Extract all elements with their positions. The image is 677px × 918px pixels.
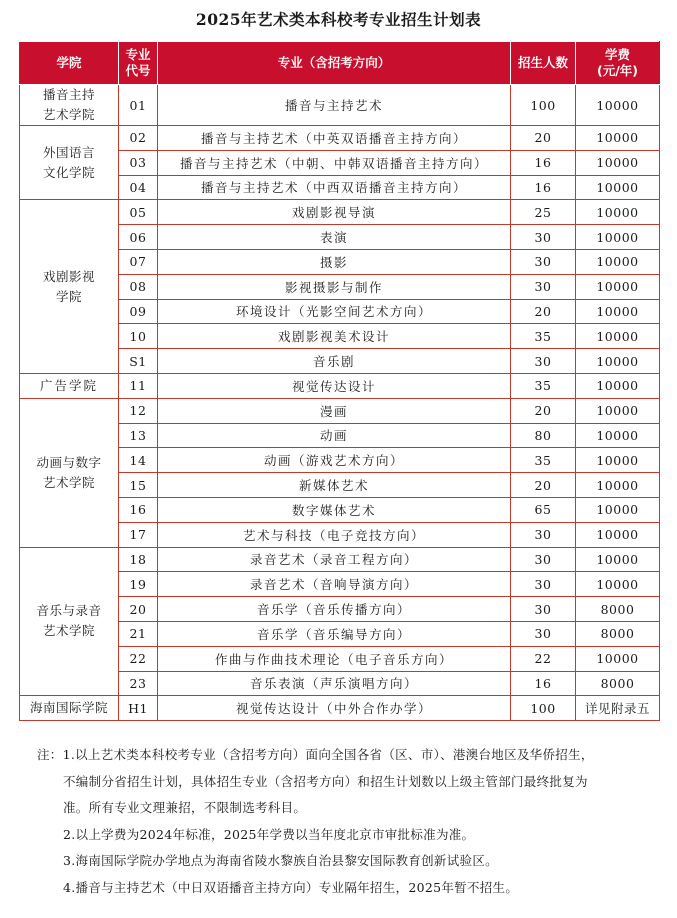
college-cell: [20, 547, 119, 696]
table-header-row: [20, 42, 660, 85]
major-name: 数字媒体艺术: [158, 497, 511, 522]
major-name: 视觉传达设计: [158, 373, 511, 398]
major-code: 10: [119, 324, 158, 349]
tuition-fee: 10000: [576, 373, 660, 398]
college-cell: [20, 85, 119, 126]
quota: 30: [511, 597, 576, 622]
major-code: 09: [119, 299, 158, 324]
tuition-fee: 10000: [576, 423, 660, 448]
major-name: 播音与主持艺术: [158, 85, 511, 126]
major-code: 16: [119, 497, 158, 522]
tuition-fee: 10000: [576, 225, 660, 250]
major-name: 音乐学（音乐编导方向）: [158, 621, 511, 646]
college-cell: [20, 398, 119, 547]
note-2: 2.以上学费为2024年标准，2025年学费以当年度北京市审批标准为准。: [63, 826, 475, 842]
quota: 35: [511, 448, 576, 473]
quota: 100: [511, 85, 576, 126]
major-code: 20: [119, 597, 158, 622]
note-3: 3.海南国际学院办学地点为海南省陵水黎族自治县黎安国际教育创新试验区。: [63, 853, 498, 868]
major-name: 环境设计（光影空间艺术方向）: [158, 299, 511, 324]
major-name: 漫画: [158, 398, 511, 423]
quota: 30: [511, 572, 576, 597]
tuition-fee: 10000: [576, 398, 660, 423]
quota: 20: [511, 473, 576, 498]
college-name-line: 动画与数字: [36, 454, 102, 470]
major-name: 戏剧影视美术设计: [158, 324, 511, 349]
major-name: 录音艺术（音响导演方向）: [158, 572, 511, 597]
major-code: 05: [119, 200, 158, 225]
quota: 20: [511, 299, 576, 324]
college-cell: [20, 373, 119, 398]
quota: 30: [511, 621, 576, 646]
tuition-fee: 10000: [576, 572, 660, 597]
major-code: 19: [119, 572, 158, 597]
header-code-line2: 代号: [125, 63, 151, 78]
college-cell: [20, 696, 119, 721]
tuition-fee: 10000: [576, 646, 660, 671]
major-code: 14: [119, 448, 158, 473]
major-code: 18: [119, 547, 158, 572]
major-code: 23: [119, 671, 158, 696]
major-code: 15: [119, 473, 158, 498]
tuition-fee: 10000: [576, 150, 660, 175]
college-name-line: 学院: [55, 288, 82, 304]
college-name-line: 艺术学院: [42, 474, 95, 490]
tuition-fee: 10000: [576, 249, 660, 274]
table-row: [20, 696, 660, 721]
quota: 30: [511, 225, 576, 250]
tuition-fee: 10000: [576, 126, 660, 151]
major-code: 17: [119, 522, 158, 547]
tuition-fee: 10000: [576, 274, 660, 299]
major-code: 04: [119, 175, 158, 200]
major-name: 艺术与科技（电子竞技方向）: [158, 522, 511, 547]
note-1-line1: 注：1.以上艺术类本科校考专业（含招考方向）面向全国各省（区、市）、港澳台地区及华侨招生，: [37, 747, 594, 762]
major-code: 22: [119, 646, 158, 671]
college-name-line: 播音主持: [42, 87, 95, 102]
college-name-line: 广告学院: [39, 377, 98, 393]
quota: 30: [511, 547, 576, 572]
header-code-line1: 专业: [125, 47, 151, 62]
quota: 35: [511, 373, 576, 398]
college-cell: [20, 200, 119, 374]
note-4: 4.播音与主持艺术（中日双语播音主持方向）专业隔年招生，2025年暂不招生。: [63, 879, 519, 895]
tuition-fee: 10000: [576, 349, 660, 374]
header-fee-line1: 学费: [604, 47, 630, 62]
major-name: 动画（游戏艺术方向）: [158, 448, 511, 473]
college-name-line: 音乐与录音: [36, 603, 102, 619]
quota: 22: [511, 646, 576, 671]
major-name: 音乐表演（声乐演唱方向）: [158, 671, 511, 696]
major-code: 01: [119, 85, 158, 126]
tuition-fee: 10000: [576, 547, 660, 572]
notes-section: [37, 742, 657, 901]
page-title: 2025年艺术类本科校考专业招生计划表: [195, 10, 482, 29]
major-code: H1: [119, 696, 158, 721]
quota: 65: [511, 497, 576, 522]
major-code: 13: [119, 423, 158, 448]
major-name: 戏剧影视导演: [158, 200, 511, 225]
table-row: [20, 126, 660, 151]
quota: 20: [511, 398, 576, 423]
major-name: 音乐学（音乐传播方向）: [158, 597, 511, 622]
major-code: 11: [119, 373, 158, 398]
major-code: 08: [119, 274, 158, 299]
tuition-fee: 8000: [576, 597, 660, 622]
major-code: S1: [119, 349, 158, 374]
tuition-fee: 10000: [576, 497, 660, 522]
tuition-fee: 10000: [576, 448, 660, 473]
quota: 16: [511, 150, 576, 175]
tuition-fee: 10000: [576, 473, 660, 498]
major-code: 02: [119, 126, 158, 151]
quota: 25: [511, 200, 576, 225]
quota: 80: [511, 423, 576, 448]
major-name: 播音与主持艺术（中西双语播音主持方向）: [158, 175, 511, 200]
major-code: 12: [119, 398, 158, 423]
header-college: 学院: [20, 42, 119, 85]
college-name-line: 海南国际学院: [29, 700, 108, 716]
major-name: 播音与主持艺术（中朝、中韩双语播音主持方向）: [158, 150, 511, 175]
tuition-fee: 10000: [576, 200, 660, 225]
header-fee: [576, 42, 660, 85]
tuition-fee: 10000: [576, 299, 660, 324]
quota: 30: [511, 349, 576, 374]
tuition-fee: 8000: [576, 671, 660, 696]
major-name: 视觉传达设计（中外合作办学）: [158, 696, 511, 721]
note-1-line2: 不编制分省招生计划，具体招生专业（含招考方向）和招生计划数以上级主管部门最终批复为: [63, 773, 588, 789]
major-code: 07: [119, 249, 158, 274]
tuition-fee: 10000: [576, 522, 660, 547]
quota: 30: [511, 274, 576, 299]
college-name-line: 文化学院: [42, 164, 95, 180]
college-cell: [20, 126, 119, 200]
table-row: [20, 200, 660, 225]
quota: 30: [511, 522, 576, 547]
major-name: 摄影: [158, 249, 511, 274]
tuition-fee: 8000: [576, 621, 660, 646]
major-code: 06: [119, 225, 158, 250]
tuition-fee: 10000: [576, 324, 660, 349]
header-code: [119, 42, 158, 85]
quota: 16: [511, 671, 576, 696]
major-name: 作曲与作曲技术理论（电子音乐方向）: [158, 646, 511, 671]
tuition-fee: 10000: [576, 175, 660, 200]
quota: 30: [511, 249, 576, 274]
quota: 100: [511, 696, 576, 721]
major-name: 表演: [158, 225, 511, 250]
enrollment-plan-table: [19, 41, 660, 721]
table-row: [20, 373, 660, 398]
major-name: 新媒体艺术: [158, 473, 511, 498]
major-code: 21: [119, 621, 158, 646]
table-row: [20, 547, 660, 572]
header-major: 专业（含招考方向）: [158, 42, 511, 85]
table-body: [20, 85, 660, 721]
tuition-fee: 10000: [576, 85, 660, 126]
table-row: [20, 85, 660, 126]
header-quota: 招生人数: [511, 42, 576, 85]
major-code: 03: [119, 150, 158, 175]
quota: 16: [511, 175, 576, 200]
major-name: 播音与主持艺术（中英双语播音主持方向）: [158, 126, 511, 151]
quota: 20: [511, 126, 576, 151]
tuition-fee: 详见附录五: [576, 696, 660, 721]
major-name: 音乐剧: [158, 349, 511, 374]
major-name: 录音艺术（录音工程方向）: [158, 547, 511, 572]
quota: 35: [511, 324, 576, 349]
header-fee-line2: (元/年): [597, 63, 638, 78]
college-name-line: 戏剧影视: [42, 268, 95, 284]
major-name: 影视摄影与制作: [158, 274, 511, 299]
college-name-line: 艺术学院: [42, 107, 95, 122]
college-name-line: 艺术学院: [42, 623, 95, 639]
note-1-line3: 准。所有专业文理兼招，不限制选考科目。: [63, 800, 307, 815]
table-row: [20, 398, 660, 423]
college-name-line: 外国语言: [42, 144, 95, 160]
major-name: 动画: [158, 423, 511, 448]
